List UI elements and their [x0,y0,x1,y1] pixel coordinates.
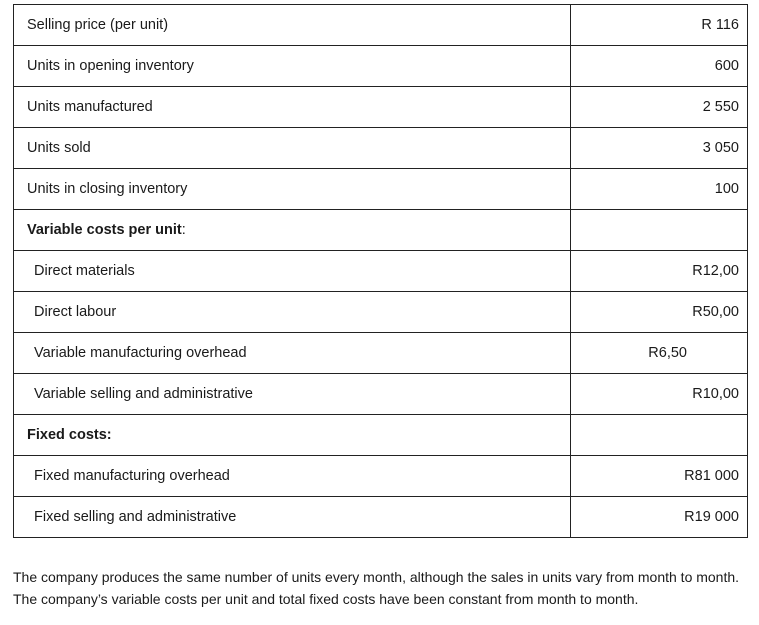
row-label: Fixed manufacturing overhead [14,456,571,497]
row-value: R 116 [701,17,739,33]
row-value: 100 [714,181,739,197]
row-label: Units in opening inventory [14,46,571,87]
table-row [14,333,748,374]
table-row [14,87,748,128]
section-header-variable-costs: Variable costs per unit: [14,210,571,251]
table-row [14,128,748,169]
row-label: Units manufactured [14,87,571,128]
row-label: Selling price (per unit) [14,5,571,46]
row-label: Variable manufacturing overhead [14,333,571,374]
table-row [14,46,748,87]
table-row [14,251,748,292]
row-value: R19 000 [684,509,739,525]
table-row [14,374,748,415]
row-label: Units in closing inventory [14,169,571,210]
row-value: 600 [714,58,739,74]
row-label: Units sold [14,128,571,169]
explanatory-note: The company produces the same number of units every month, although the sales in units vary from month to month. The company’s variable costs per unit and total fixed costs have been constant from month to month. [13,569,740,607]
section-header-fixed-costs: Fixed costs: [14,415,571,456]
row-value: R6,50 [648,345,687,361]
row-value: 2 550 [702,99,739,115]
section-header-row [14,415,748,456]
section-header-row [14,210,748,251]
table-row [14,456,748,497]
row-value: R10,00 [692,386,739,402]
table-row [14,169,748,210]
row-label: Direct labour [14,292,571,333]
row-value: R12,00 [692,263,739,279]
table-row [14,292,748,333]
row-label: Variable selling and administrative [14,374,571,415]
table-row [14,497,748,538]
row-label: Fixed selling and administrative [14,497,571,538]
row-value: R50,00 [692,304,739,320]
cost-data-table [13,4,748,538]
row-label: Direct materials [14,251,571,292]
row-value: 3 050 [702,140,739,156]
row-value: R81 000 [684,468,739,484]
table-row [14,5,748,46]
